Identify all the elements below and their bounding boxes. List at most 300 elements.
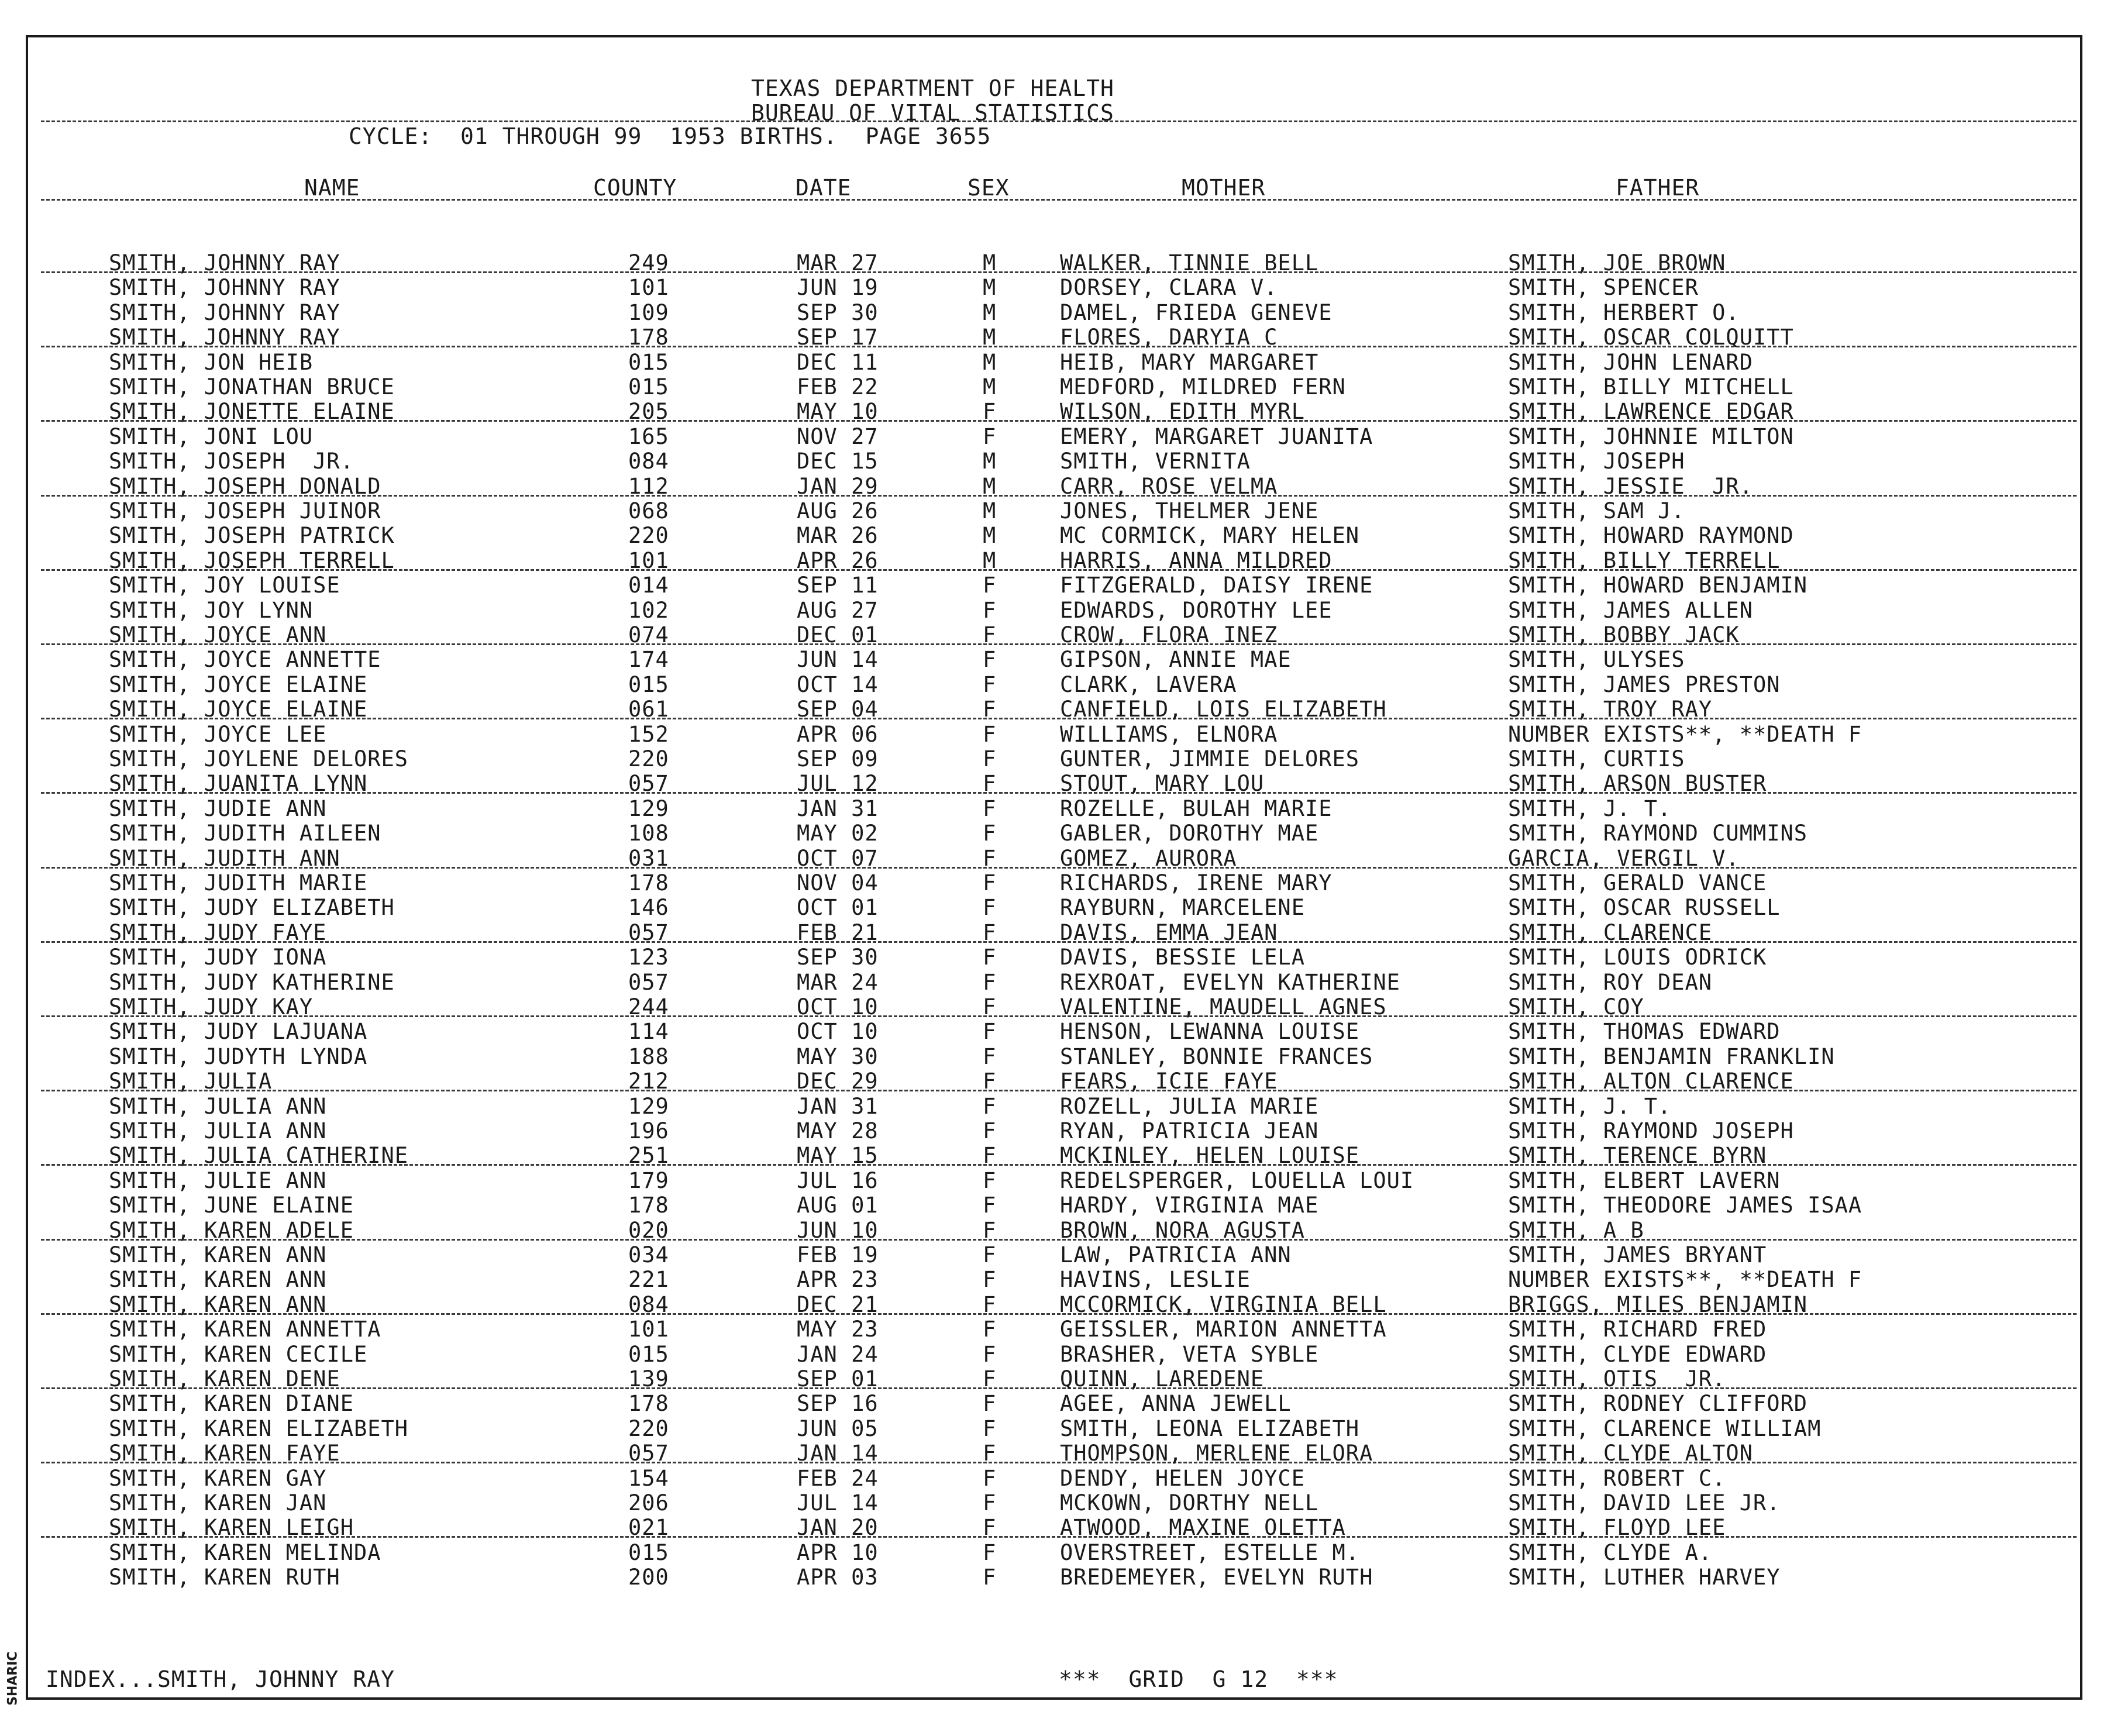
record-father: SMITH, DAVID LEE JR. xyxy=(1508,1490,1781,1515)
record-mother: GOMEZ, AURORA xyxy=(1060,845,1237,871)
record-name: SMITH, KAREN JAN xyxy=(109,1490,327,1515)
record-mother: HAVINS, LESLIE xyxy=(1060,1267,1251,1293)
record-date: SEP 09 xyxy=(797,746,879,771)
record-county: 057 xyxy=(628,771,669,797)
record-sex: F xyxy=(983,1465,997,1491)
record-sex: F xyxy=(983,1019,997,1045)
record-date: AUG 26 xyxy=(797,498,879,523)
record-name: SMITH, JOHNNY RAY xyxy=(109,275,340,301)
record-mother: CARR, ROSE VELMA xyxy=(1060,473,1278,499)
record-sex: F xyxy=(983,647,997,673)
record-date: DEC 11 xyxy=(797,349,879,375)
record-mother: RAYBURN, MARCELENE xyxy=(1060,895,1305,921)
record-date: JAN 24 xyxy=(797,1341,879,1367)
record-date: APR 03 xyxy=(797,1565,879,1590)
record-sex: F xyxy=(983,821,997,846)
record-mother: HARDY, VIRGINIA MAE xyxy=(1060,1193,1319,1218)
record-name: SMITH, JUDY ELIZABETH xyxy=(109,895,395,921)
record-date: JAN 29 xyxy=(797,473,879,499)
record-sex: F xyxy=(983,969,997,995)
record-mother: REDELSPERGER, LOUELLA LOUI xyxy=(1060,1167,1414,1193)
record-county: 178 xyxy=(628,1193,669,1218)
record-mother: MEDFORD, MILDRED FERN xyxy=(1060,374,1346,399)
record-sex: F xyxy=(983,721,997,747)
record-name: SMITH, KAREN ADELE xyxy=(109,1217,354,1243)
record-county: 212 xyxy=(628,1069,669,1094)
record-county: 152 xyxy=(628,721,669,747)
record-county: 165 xyxy=(628,423,669,449)
record-father: SMITH, CLYDE A. xyxy=(1508,1539,1713,1565)
record-sex: F xyxy=(983,1043,997,1069)
record-mother: GIPSON, ANNIE MAE xyxy=(1060,647,1292,673)
record-father: BRIGGS, MILES BENJAMIN xyxy=(1508,1291,1808,1317)
record-county: 154 xyxy=(628,1465,669,1491)
grid-reference: *** GRID G 12 *** xyxy=(1059,1666,1338,1692)
record-father: SMITH, ALTON CLARENCE xyxy=(1508,1069,1794,1094)
record-father: SMITH, ELBERT LAVERN xyxy=(1508,1167,1781,1193)
index-line: INDEX...SMITH, JOHNNY RAY xyxy=(46,1666,395,1692)
record-sex: F xyxy=(983,795,997,821)
record-mother: BRASHER, VETA SYBLE xyxy=(1060,1341,1319,1367)
record-mother: DAMEL, FRIEDA GENEVE xyxy=(1060,299,1333,325)
record-name: SMITH, JOYCE ELAINE xyxy=(109,671,368,697)
record-county: 178 xyxy=(628,870,669,895)
record-date: AUG 01 xyxy=(797,1193,879,1218)
record-county: 101 xyxy=(628,547,669,573)
record-county: 031 xyxy=(628,845,669,871)
record-county: 084 xyxy=(628,449,669,474)
record-mother: GEISSLER, MARION ANNETTA xyxy=(1060,1317,1387,1342)
record-county: 249 xyxy=(628,250,669,275)
record-father: SMITH, HOWARD RAYMOND xyxy=(1508,523,1794,549)
record-sex: F xyxy=(983,1118,997,1143)
column-header-mother: MOTHER xyxy=(1182,175,1266,201)
record-mother: VALENTINE, MAUDELL AGNES xyxy=(1060,994,1387,1019)
record-mother: ROZELL, JULIA MARIE xyxy=(1060,1093,1319,1119)
record-sex: F xyxy=(983,1366,997,1391)
record-name: SMITH, JOSEPH JUINOR xyxy=(109,498,381,523)
column-header-father: FATHER xyxy=(1616,175,1700,201)
record-name: SMITH, JUDITH MARIE xyxy=(109,870,368,895)
record-county: 220 xyxy=(628,746,669,771)
record-date: JUL 16 xyxy=(797,1167,879,1193)
record-sex: F xyxy=(983,994,997,1019)
record-date: APR 06 xyxy=(797,721,879,747)
row-group-rule xyxy=(41,941,2077,943)
record-county: 021 xyxy=(628,1515,669,1541)
record-county: 178 xyxy=(628,1391,669,1417)
record-father: SMITH, FLOYD LEE xyxy=(1508,1515,1726,1541)
record-date: JUN 05 xyxy=(797,1415,879,1441)
record-mother: SMITH, VERNITA xyxy=(1060,449,1251,474)
record-name: SMITH, JUDY FAYE xyxy=(109,919,327,945)
record-sex: F xyxy=(983,895,997,921)
record-father: SMITH, THOMAS EDWARD xyxy=(1508,1019,1781,1045)
record-mother: ROZELLE, BULAH MARIE xyxy=(1060,795,1333,821)
record-name: SMITH, JUDIE ANN xyxy=(109,795,327,821)
record-sex: F xyxy=(983,1143,997,1169)
row-group-rule xyxy=(41,271,2077,273)
record-name: SMITH, JOYCE ELAINE xyxy=(109,697,368,722)
record-sex: F xyxy=(983,1415,997,1441)
record-sex: F xyxy=(983,1193,997,1218)
record-mother: RYAN, PATRICIA JEAN xyxy=(1060,1118,1319,1143)
column-header-sex: SEX xyxy=(968,175,1010,201)
record-county: 014 xyxy=(628,573,669,598)
record-mother: BREDEMEYER, EVELYN RUTH xyxy=(1060,1565,1373,1590)
record-name: SMITH, JOSEPH DONALD xyxy=(109,473,381,499)
record-sex: F xyxy=(983,771,997,797)
record-mother: EDWARDS, DOROTHY LEE xyxy=(1060,597,1333,623)
record-father: SMITH, LUTHER HARVEY xyxy=(1508,1565,1781,1590)
record-sex: F xyxy=(983,1242,997,1267)
record-father: SMITH, RAYMOND JOSEPH xyxy=(1508,1118,1794,1143)
record-date: JUN 14 xyxy=(797,647,879,673)
bureau-title: BUREAU OF VITAL STATISTICS xyxy=(751,100,1114,126)
record-name: SMITH, JOY LOUISE xyxy=(109,573,340,598)
record-mother: WILLIAMS, ELNORA xyxy=(1060,721,1278,747)
record-date: FEB 22 xyxy=(797,374,879,399)
record-date: SEP 17 xyxy=(797,325,879,350)
record-name: SMITH, JUDY LAJUANA xyxy=(109,1019,368,1045)
record-mother: BROWN, NORA AGUSTA xyxy=(1060,1217,1305,1243)
record-county: 221 xyxy=(628,1267,669,1293)
record-sex: F xyxy=(983,1391,997,1417)
record-mother: GUNTER, JIMMIE DELORES xyxy=(1060,746,1360,771)
record-mother: WILSON, EDITH MYRL xyxy=(1060,399,1305,425)
record-sex: F xyxy=(983,423,997,449)
record-mother: HENSON, LEWANNA LOUISE xyxy=(1060,1019,1360,1045)
record-father: SMITH, RICHARD FRED xyxy=(1508,1317,1767,1342)
record-county: 146 xyxy=(628,895,669,921)
record-date: MAY 15 xyxy=(797,1143,879,1169)
record-mother: MCKOWN, DORTHY NELL xyxy=(1060,1490,1319,1515)
record-father: SMITH, OTIS JR. xyxy=(1508,1366,1726,1391)
record-date: JAN 31 xyxy=(797,1093,879,1119)
row-group-rule xyxy=(41,867,2077,869)
film-mark: SHARIC xyxy=(5,1651,20,1706)
record-name: SMITH, JOY LYNN xyxy=(109,597,314,623)
record-name: SMITH, JOHNNY RAY xyxy=(109,299,340,325)
record-county: 220 xyxy=(628,1415,669,1441)
record-father: SMITH, SPENCER xyxy=(1508,275,1699,301)
record-father: SMITH, SAM J. xyxy=(1508,498,1685,523)
record-county: 205 xyxy=(628,399,669,425)
record-mother: AGEE, ANNA JEWELL xyxy=(1060,1391,1292,1417)
record-mother: STOUT, MARY LOU xyxy=(1060,771,1265,797)
record-date: MAR 27 xyxy=(797,250,879,275)
record-father: SMITH, HERBERT O. xyxy=(1508,299,1740,325)
record-name: SMITH, KAREN CECILE xyxy=(109,1341,368,1367)
record-sex: M xyxy=(983,250,997,275)
record-father: SMITH, JAMES BRYANT xyxy=(1508,1242,1767,1267)
row-group-rule xyxy=(41,643,2077,645)
record-date: JUN 10 xyxy=(797,1217,879,1243)
record-mother: MC CORMICK, MARY HELEN xyxy=(1060,523,1360,549)
record-father: SMITH, JOSEPH xyxy=(1508,449,1685,474)
record-name: SMITH, JUDY IONA xyxy=(109,945,327,970)
record-date: SEP 01 xyxy=(797,1366,879,1391)
record-sex: F xyxy=(983,399,997,425)
record-name: SMITH, JONETTE ELAINE xyxy=(109,399,395,425)
record-name: SMITH, JOYCE ANNETTE xyxy=(109,647,381,673)
record-date: OCT 01 xyxy=(797,895,879,921)
record-name: SMITH, JULIA xyxy=(109,1069,273,1094)
record-date: OCT 14 xyxy=(797,671,879,697)
record-mother: HEIB, MARY MARGARET xyxy=(1060,349,1319,375)
record-county: 101 xyxy=(628,275,669,301)
record-sex: F xyxy=(983,1341,997,1367)
record-sex: F xyxy=(983,1490,997,1515)
record-date: MAY 23 xyxy=(797,1317,879,1342)
record-county: 251 xyxy=(628,1143,669,1169)
record-date: FEB 24 xyxy=(797,1465,879,1491)
record-date: OCT 07 xyxy=(797,845,879,871)
record-father: SMITH, LOUIS ODRICK xyxy=(1508,945,1767,970)
record-sex: F xyxy=(983,1167,997,1193)
record-name: SMITH, KAREN MELINDA xyxy=(109,1539,381,1565)
record-father: SMITH, JESSIE JR. xyxy=(1508,473,1753,499)
record-mother: LAW, PATRICIA ANN xyxy=(1060,1242,1292,1267)
record-father: SMITH, BILLY TERRELL xyxy=(1508,547,1781,573)
record-county: 178 xyxy=(628,325,669,350)
record-county: 123 xyxy=(628,945,669,970)
record-name: SMITH, JOHNNY RAY xyxy=(109,325,340,350)
record-father: SMITH, JAMES PRESTON xyxy=(1508,671,1781,697)
record-sex: F xyxy=(983,1565,997,1590)
record-county: 074 xyxy=(628,622,669,647)
record-mother: STANLEY, BONNIE FRANCES xyxy=(1060,1043,1373,1069)
record-father: SMITH, ARSON BUSTER xyxy=(1508,771,1767,797)
record-mother: EMERY, MARGARET JUANITA xyxy=(1060,423,1373,449)
record-father: SMITH, JOE BROWN xyxy=(1508,250,1726,275)
record-name: SMITH, JOYLENE DELORES xyxy=(109,746,409,771)
record-sex: M xyxy=(983,349,997,375)
record-mother: CANFIELD, LOIS ELIZABETH xyxy=(1060,697,1387,722)
column-header-name: NAME xyxy=(304,175,360,201)
record-county: 015 xyxy=(628,671,669,697)
record-sex: M xyxy=(983,275,997,301)
record-sex: F xyxy=(983,1317,997,1342)
record-sex: F xyxy=(983,945,997,970)
row-group-rule xyxy=(41,1015,2077,1017)
record-mother: CLARK, LAVERA xyxy=(1060,671,1237,697)
record-name: SMITH, JON HEIB xyxy=(109,349,314,375)
record-date: DEC 15 xyxy=(797,449,879,474)
record-name: SMITH, KAREN GAY xyxy=(109,1465,327,1491)
record-name: SMITH, JOYCE ANN xyxy=(109,622,327,647)
record-date: SEP 16 xyxy=(797,1391,879,1417)
record-date: DEC 01 xyxy=(797,622,879,647)
record-name: SMITH, KAREN DENE xyxy=(109,1366,340,1391)
record-sex: M xyxy=(983,547,997,573)
record-county: 101 xyxy=(628,1317,669,1342)
record-father: SMITH, A B xyxy=(1508,1217,1644,1243)
record-mother: FITZGERALD, DAISY IRENE xyxy=(1060,573,1373,598)
record-father: SMITH, LAWRENCE EDGAR xyxy=(1508,399,1794,425)
record-mother: RICHARDS, IRENE MARY xyxy=(1060,870,1333,895)
record-sex: M xyxy=(983,523,997,549)
record-father: SMITH, J. T. xyxy=(1508,795,1672,821)
record-county: 174 xyxy=(628,647,669,673)
record-sex: M xyxy=(983,449,997,474)
record-mother: MCCORMICK, VIRGINIA BELL xyxy=(1060,1291,1387,1317)
record-mother: THOMPSON, MERLENE ELORA xyxy=(1060,1441,1373,1466)
record-name: SMITH, JOSEPH PATRICK xyxy=(109,523,395,549)
record-mother: FEARS, ICIE FAYE xyxy=(1060,1069,1278,1094)
record-sex: F xyxy=(983,697,997,722)
record-date: APR 10 xyxy=(797,1539,879,1565)
record-name: SMITH, JULIA CATHERINE xyxy=(109,1143,409,1169)
record-mother: ATWOOD, MAXINE OLETTA xyxy=(1060,1515,1346,1541)
record-date: MAY 02 xyxy=(797,821,879,846)
record-mother: MCKINLEY, HELEN LOUISE xyxy=(1060,1143,1360,1169)
record-county: 015 xyxy=(628,1341,669,1367)
record-date: JAN 14 xyxy=(797,1441,879,1466)
record-sex: M xyxy=(983,325,997,350)
record-county: 112 xyxy=(628,473,669,499)
record-name: SMITH, JONI LOU xyxy=(109,423,314,449)
record-date: APR 26 xyxy=(797,547,879,573)
record-name: SMITH, JUDITH ANN xyxy=(109,845,340,871)
record-county: 109 xyxy=(628,299,669,325)
record-date: NOV 27 xyxy=(797,423,879,449)
record-name: SMITH, JULIA ANN xyxy=(109,1118,327,1143)
record-sex: F xyxy=(983,746,997,771)
record-father: SMITH, CLARENCE WILLIAM xyxy=(1508,1415,1822,1441)
column-header-date: DATE xyxy=(796,175,852,201)
record-date: DEC 29 xyxy=(797,1069,879,1094)
record-sex: F xyxy=(983,1217,997,1243)
record-father: SMITH, ROBERT C. xyxy=(1508,1465,1726,1491)
record-county: 015 xyxy=(628,349,669,375)
record-name: SMITH, KAREN ANN xyxy=(109,1267,327,1293)
record-mother: GABLER, DOROTHY MAE xyxy=(1060,821,1319,846)
record-county: 244 xyxy=(628,994,669,1019)
record-county: 129 xyxy=(628,1093,669,1119)
record-name: SMITH, JOHNNY RAY xyxy=(109,250,340,275)
record-father: SMITH, THEODORE JAMES ISAA xyxy=(1508,1193,1862,1218)
record-sex: M xyxy=(983,299,997,325)
record-mother: WALKER, TINNIE BELL xyxy=(1060,250,1319,275)
record-sex: F xyxy=(983,573,997,598)
record-father: SMITH, TERENCE BYRN xyxy=(1508,1143,1767,1169)
record-sex: F xyxy=(983,1515,997,1541)
record-sex: M xyxy=(983,498,997,523)
record-date: JUL 14 xyxy=(797,1490,879,1515)
record-date: MAY 28 xyxy=(797,1118,879,1143)
record-date: MAY 30 xyxy=(797,1043,879,1069)
record-date: MAY 10 xyxy=(797,399,879,425)
record-father: SMITH, GERALD VANCE xyxy=(1508,870,1767,895)
record-father: SMITH, BOBBY JACK xyxy=(1508,622,1740,647)
column-header-county: COUNTY xyxy=(593,175,677,201)
record-father: SMITH, COY xyxy=(1508,994,1644,1019)
record-name: SMITH, JUDYTH LYNDA xyxy=(109,1043,368,1069)
record-mother: CROW, FLORA INEZ xyxy=(1060,622,1278,647)
record-name: SMITH, KAREN ANNETTA xyxy=(109,1317,381,1342)
record-sex: M xyxy=(983,374,997,399)
record-father: SMITH, JAMES ALLEN xyxy=(1508,597,1753,623)
record-father: SMITH, OSCAR COLQUITT xyxy=(1508,325,1794,350)
record-sex: F xyxy=(983,671,997,697)
record-father: SMITH, HOWARD BENJAMIN xyxy=(1508,573,1808,598)
record-county: 084 xyxy=(628,1291,669,1317)
record-father: SMITH, JOHN LENARD xyxy=(1508,349,1753,375)
record-mother: OVERSTREET, ESTELLE M. xyxy=(1060,1539,1360,1565)
record-name: SMITH, KAREN ELIZABETH xyxy=(109,1415,409,1441)
record-name: SMITH, JONATHAN BRUCE xyxy=(109,374,395,399)
record-father: SMITH, CURTIS xyxy=(1508,746,1685,771)
record-mother: QUINN, LAREDENE xyxy=(1060,1366,1265,1391)
record-father: SMITH, OSCAR RUSSELL xyxy=(1508,895,1781,921)
record-county: 196 xyxy=(628,1118,669,1143)
record-father: SMITH, CLARENCE xyxy=(1508,919,1713,945)
record-mother: DORSEY, CLARA V. xyxy=(1060,275,1278,301)
record-date: MAR 26 xyxy=(797,523,879,549)
record-date: SEP 30 xyxy=(797,299,879,325)
record-mother: DENDY, HELEN JOYCE xyxy=(1060,1465,1305,1491)
record-county: 015 xyxy=(628,1539,669,1565)
record-mother: FLORES, DARYIA C xyxy=(1060,325,1278,350)
record-father: SMITH, BENJAMIN FRANKLIN xyxy=(1508,1043,1835,1069)
record-father: NUMBER EXISTS**, **DEATH F xyxy=(1508,1267,1862,1293)
record-father: SMITH, JOHNNIE MILTON xyxy=(1508,423,1794,449)
record-date: JAN 20 xyxy=(797,1515,879,1541)
record-name: SMITH, JUNE ELAINE xyxy=(109,1193,354,1218)
record-county: 114 xyxy=(628,1019,669,1045)
record-mother: HARRIS, ANNA MILDRED xyxy=(1060,547,1333,573)
record-date: DEC 21 xyxy=(797,1291,879,1317)
record-date: MAR 24 xyxy=(797,969,879,995)
record-name: SMITH, JOSEPH TERRELL xyxy=(109,547,395,573)
record-name: SMITH, KAREN DIANE xyxy=(109,1391,354,1417)
record-father: GARCIA, VERGIL V. xyxy=(1508,845,1740,871)
record-name: SMITH, KAREN ANN xyxy=(109,1291,327,1317)
record-county: 057 xyxy=(628,1441,669,1466)
record-date: JUN 19 xyxy=(797,275,879,301)
record-county: 061 xyxy=(628,697,669,722)
record-county: 108 xyxy=(628,821,669,846)
record-sex: M xyxy=(983,473,997,499)
record-date: APR 23 xyxy=(797,1267,879,1293)
record-sex: F xyxy=(983,1441,997,1466)
agency-title: TEXAS DEPARTMENT OF HEALTH xyxy=(751,75,1114,101)
record-sex: F xyxy=(983,1291,997,1317)
record-sex: F xyxy=(983,597,997,623)
record-father: SMITH, CLYDE ALTON xyxy=(1508,1441,1753,1466)
record-name: SMITH, JOSEPH JR. xyxy=(109,449,354,474)
record-father: SMITH, RAYMOND CUMMINS xyxy=(1508,821,1808,846)
record-date: NOV 04 xyxy=(797,870,879,895)
row-group-rule xyxy=(41,1462,2077,1463)
record-father: SMITH, J. T. xyxy=(1508,1093,1672,1119)
record-date: FEB 19 xyxy=(797,1242,879,1267)
record-father: SMITH, ROY DEAN xyxy=(1508,969,1713,995)
record-date: JUL 12 xyxy=(797,771,879,797)
record-date: FEB 21 xyxy=(797,919,879,945)
record-name: SMITH, JUDITH AILEEN xyxy=(109,821,381,846)
record-date: OCT 10 xyxy=(797,1019,879,1045)
record-name: SMITH, JULIE ANN xyxy=(109,1167,327,1193)
record-county: 057 xyxy=(628,919,669,945)
record-name: SMITH, JUDY KATHERINE xyxy=(109,969,395,995)
record-county: 068 xyxy=(628,498,669,523)
record-sex: F xyxy=(983,845,997,871)
record-mother: DAVIS, BESSIE LELA xyxy=(1060,945,1305,970)
record-name: SMITH, JOYCE LEE xyxy=(109,721,327,747)
record-sex: F xyxy=(983,870,997,895)
